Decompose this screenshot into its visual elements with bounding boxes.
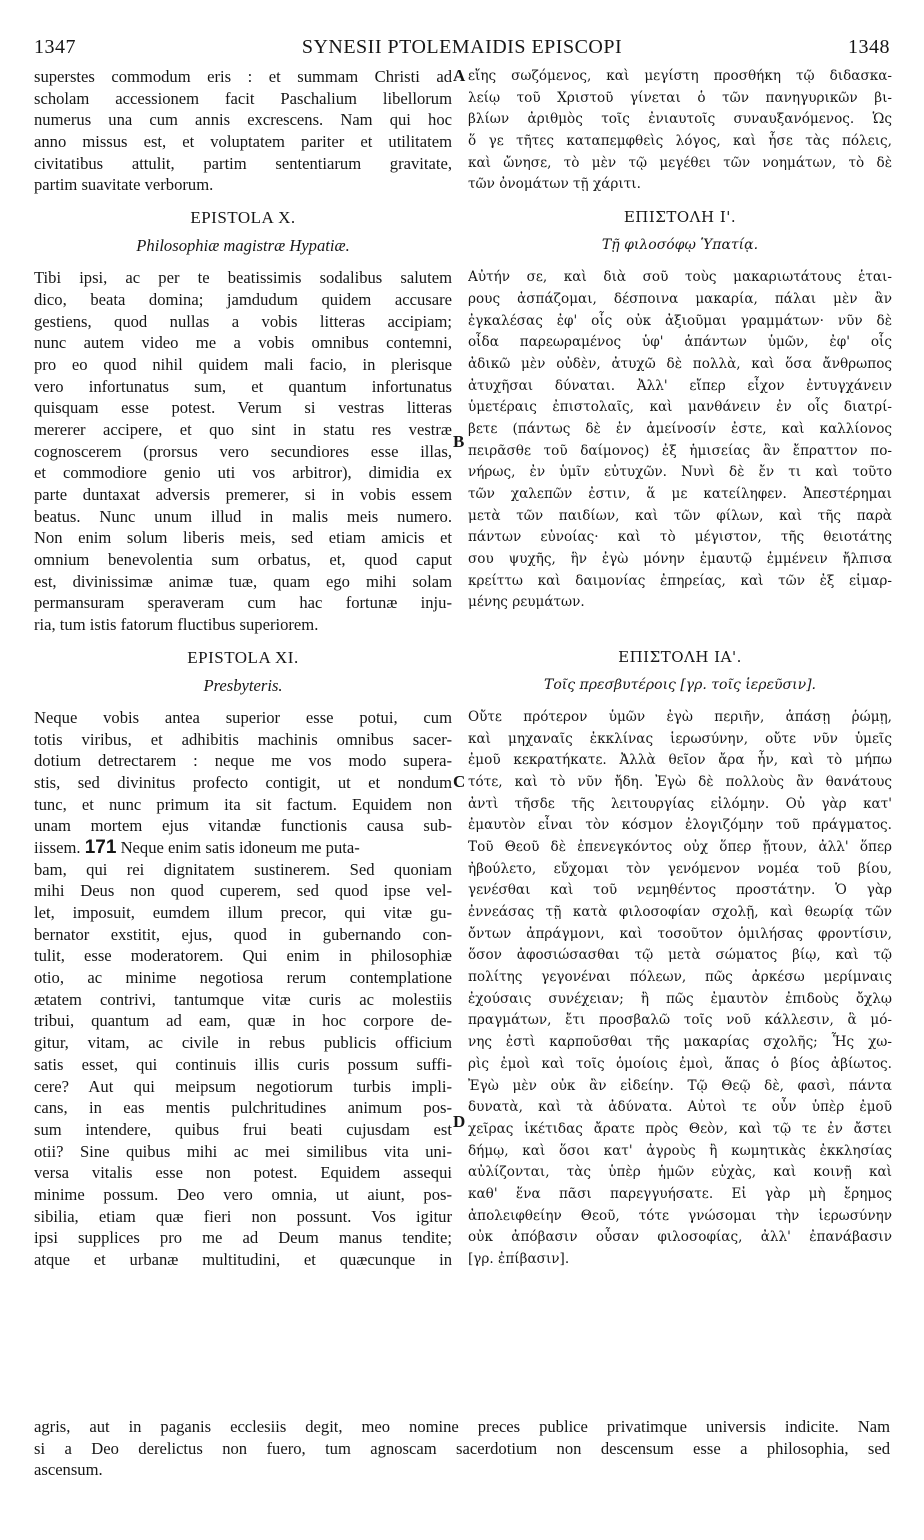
text-line: δυνατὰ, καὶ τὰ ἀδύνατα. Αὐτοὶ τε οὖν ὑπὲρ ἐμοῦ	[468, 1099, 892, 1116]
epistola-xi-heading: EPISTOLA XI.	[187, 647, 299, 667]
text-line: permansuram speraveram cum hac fortunæ inju-	[34, 593, 452, 613]
text-line: gestiens, quod nullas a vobis litteras accipiam;	[34, 311, 452, 331]
text-line: ἀτυχῆσαι δύναται. Ἀλλ' εἴπερ εἶχον ἐντυγχάνειν	[468, 377, 892, 394]
text-line: ὑμετέραις ἐπιστολαῖς, καὶ μανθάνειν ἐν οἷς διατρί-	[468, 399, 892, 416]
text-line: nunc autem video me a vobis omnibus contemni,	[34, 333, 452, 353]
text-line: scholam accessionem facit Paschalium libellorum	[34, 88, 452, 108]
text-line: et commodiore genio uti vos arbitror), dimidia ex	[34, 463, 452, 483]
text-line: ὅσον ἀφοσιώσασθαι τῷ μετὰ σώματος βίῳ, καὶ τῷ	[468, 947, 892, 964]
text-line: tunc, et nunc primum ita sit factum. Equidem non	[34, 794, 452, 814]
text-line: πάντων εὐνοίας· καὶ τὸ μέγιστον, τῆς θειοτάτης	[468, 529, 892, 546]
text-line: ἀδικῶ μὲν οὐδὲν, ἀτυχῶ δὲ πολλὰ, καὶ ὅσα ἄνθρωπος	[468, 355, 892, 372]
text-line: quisquam esse potest. Verum si vestras litteras	[34, 398, 452, 418]
text-line: Neque vobis antea superior esse potui, cum	[34, 707, 452, 727]
page-number-left: 1347	[34, 36, 76, 58]
latin-intro	[34, 66, 452, 196]
text-line: numerus una cum annis excrescens. Nam qui hoc	[34, 110, 452, 130]
epistole-11-subtitle: Τοῖς πρεσβυτέροις [γρ. τοῖς ἱερεῦσιν].	[544, 676, 816, 693]
epistola-x-body	[34, 267, 452, 636]
text-line: μένης ρευμάτων.	[468, 594, 585, 611]
text-line: καὶ μηχαναῖς ἐκκλίνας ἱερωσύνην, οὔτε νῦν ὑμεῖς	[468, 730, 892, 747]
text-line: δήμῳ, καὶ ὅσοι κατ' ἀγροὺς ἢ κωμητικὰς ἐκκλησίας	[468, 1142, 892, 1159]
margin-marker-b: B	[453, 432, 465, 451]
greek-column	[468, 66, 892, 1271]
text-line: χεῖρας ἱκέτιδας ἄρατε πρὸς Θεὸν, καὶ τῷ τε ἐν ἄστει	[468, 1120, 892, 1137]
epistola-x-subtitle: Philosophiæ magistræ Hypatiæ.	[136, 236, 350, 256]
text-line: Tibi ipsi, ac per te beatissimis sodalibus salutem	[34, 268, 452, 288]
text-line: Οὔτε πρότερον ὑμῶν ἐγὼ περιῆν, ἁπάσῃ ῥώμῃ,	[468, 708, 892, 725]
text-line: tribui, quantum ad eam, quæ in hoc corpore de-	[34, 1011, 452, 1031]
text-line: beatus. Nunc unum illud in malis meis numero.	[34, 506, 452, 526]
text-line: cognoscerem (prorsus vero secundiores esse illas,	[34, 441, 452, 461]
text-line: γενέσθαι καὶ τοῦ νεμηθέντος προστάτην. Ὁ γὰρ	[468, 882, 892, 899]
epistole-10-body	[468, 267, 892, 614]
text-line: bernator exstitit, ejus, quod in gubernando con-	[34, 924, 452, 944]
text-line: ἐμαυτὸν εἶναι τὸν κόσμον ἐλογιζόμην τοῦ πράγματος.	[468, 817, 892, 834]
text-line: βετε (πάντως δὲ ἐν ἀμείνοσίν ἐστε, καὶ καλλίονος	[468, 420, 892, 437]
epistole-11-body	[468, 707, 892, 1271]
text-line: Ἐγὼ μὲν οὐκ ἂν εἰδείην. Τῷ Θεῷ δὲ, φασὶ, πάντα	[468, 1077, 892, 1094]
text-line: πολίτης γεγονέναι πόλεων, πῶς ἀρκέσω μερίμναις	[468, 969, 892, 986]
text-line: Αὐτήν σε, καὶ διὰ σοῦ τοὺς μακαριωτάτους ἑται-	[468, 269, 892, 286]
text-fragment: iissem.	[34, 837, 81, 857]
latin-column	[34, 66, 452, 1271]
epistole-10-heading: ΕΠΙΣΤΟΛΗ Ι'.	[623, 208, 737, 227]
text-line: si a Deo derelictus non fuero, tum agnoscam sacerdotium non descensum esse a philosophia, sed	[34, 1438, 890, 1458]
margin-marker-a: A	[453, 66, 466, 85]
text-line: ria, tum istis fatorum fluctibus superiorem.	[34, 615, 319, 635]
text-line: τῶν χαλεπῶν ἐστιν, ἅ με κατείληφεν. Ἀπεστέρημαι	[468, 486, 892, 502]
original-page-number: 171	[84, 836, 117, 858]
text-line: ἐμοῦ κεκρατήκατε. Ἀλλὰ θεῖον ἄρα ἦν, καὶ τὸ μήπω	[468, 752, 892, 769]
text-line: bam, qui rei dignitatem sustinerem. Sed quoniam	[34, 859, 452, 879]
text-line: ἀντὶ τῆσδε τῆς λειτουργίας εἰλόμην. Οὐ γὰρ κατ'	[468, 795, 892, 812]
latin-full-width-conclusion	[34, 1416, 890, 1481]
text-line: ἐγκαλέσας ἐφ' οἷς οὐκ ἀξιοῦμαι γραμμάτων· νῦν δὲ	[468, 312, 892, 329]
text-line: ὄντων ἀπράγμονι, καὶ τοσοῦτον ὁμιλήσας φροντίσιν,	[468, 925, 892, 942]
text-line: mererer accipere, et quo sint in statu res vestræ	[34, 419, 452, 439]
text-line: ἐχούσαις συνέχειαν; ἢ πῶς ἐμαυτὸν ἐπιδοὺς ὄχλῳ	[468, 990, 892, 1007]
text-line: minime possum. Deo vero omnia, ut aiunt, pos-	[34, 1184, 452, 1204]
text-line-with-page-number	[34, 837, 452, 859]
text-line: agris, aut in paganis ecclesiis degit, meo nomine preces publice privatimque universis indicite. Nam	[34, 1417, 890, 1436]
text-line: πραγμάτων, ἔτι προσβαλῶ τοῖς νοῦ κάλλεσιν, ἃ μό-	[468, 1012, 892, 1029]
text-line: mihi Deus non quod cuperem, sed quod ipse vel-	[34, 881, 452, 901]
text-line: ἠβούλετο, εὔχομαι τὸν γενόμενον νομέα τοῦ βίου,	[468, 860, 892, 877]
text-line: [γρ. ἐπίβασιν].	[468, 1251, 570, 1267]
running-title: SYNESII PTOLEMAIDIS EPISCOPI	[301, 36, 623, 58]
text-line: εἴης σωζόμενος, καὶ μεγίστη προσθήκη τῷ διδασκα-	[468, 68, 892, 84]
text-line: ἐννεάσας τῇ κατὰ φιλοσοφίαν σχολῇ, καὶ θεωρίᾳ τῶν	[468, 904, 892, 920]
epistole-10-subtitle: Τῇ φιλοσόφῳ Ὑπατίᾳ.	[601, 237, 759, 254]
text-line: atque et urbanæ multitudini, et quæcunque in	[34, 1250, 452, 1269]
text-line: ipsi supplices pro me ad Deum manus tendite;	[34, 1228, 452, 1248]
text-line: νήρως, ἐν ὑμῖν εὐτυχῶν. Νυνὶ δὲ ἔν τι καὶ τοῦτο	[468, 464, 892, 481]
text-line: ascensum.	[34, 1460, 103, 1480]
running-header	[34, 36, 890, 62]
text-line: parte duntaxat adversis premerer, si in vobis essem	[34, 485, 452, 504]
text-line: cere? Aut qui meipsum negotiorum turbis impli-	[34, 1076, 452, 1096]
text-line: βλίων ἀριθμὸς τοῖς ἐνιαυτοῖς συναυξανόμενος. Ὡς	[468, 111, 892, 128]
text-line: νης ἐστὶ καρποῦσθαι τῆς μακαρίας σχολῆς; Ἧς χω-	[468, 1034, 892, 1051]
text-line: οὐκ ἀπόβασιν οὖσαν φιλοσοφίας, ἀλλ' ἐπανάβασιν	[468, 1229, 892, 1246]
text-line: καθ' ἕνα πᾶσι παρεγγυήσατε. Εἰ γὰρ μὴ ἔρημος	[468, 1185, 892, 1202]
text-line: vero infortunatus sum, et quantum infortunatus	[34, 376, 452, 396]
text-line: anno missus est, et voluptatem pariter et utilitatem	[34, 132, 452, 152]
text-line: gitur, vitam, ac civile in rebus publicis officium	[34, 1033, 452, 1053]
text-line: unam mortem ejus vitandæ functionis causa sub-	[34, 816, 452, 836]
text-line: καὶ ὤνησε, τὸ μὲν τῷ μεγέθει τῶν νοημάτων, τὸ δὲ	[468, 154, 892, 171]
text-line: satis esset, qui continuis illis curis possum suffi-	[34, 1054, 452, 1074]
margin-marker-d: D	[453, 1112, 466, 1131]
text-line: ρὶς ἐμοὶ καὶ τοῖς ὁμοίοις ἐμοὶ, ἅπας ὁ βίος ἀβίωτος.	[468, 1055, 892, 1072]
text-line: πειρᾶσθε τοῦ δαίμονος) ἐξ ἡμισείας ἂν ἔπραττον πο-	[468, 442, 892, 459]
text-line: ὅ γε τῆτες καταπεμφθεὶς λόγος, καὶ ἧσε τὰς πόλεις,	[468, 133, 892, 150]
text-line: Non enim solum liberis meis, sed etiam amicis et	[34, 528, 452, 548]
text-line: σου ψυχῆς, ἣν ἐγὼ μόνην ἐμαυτῷ ἐμμένειν ἤλπισα	[468, 551, 892, 568]
text-fragment: Neque enim satis idoneum me puta-	[120, 837, 360, 857]
text-line: μετὰ τῶν παιδίων, καὶ τῶν φίλων, καὶ τῆς παρὰ	[468, 507, 892, 524]
text-line: versa vitalis esse non potest. Equidem assequi	[34, 1163, 452, 1183]
page-number-right: 1348	[848, 36, 890, 58]
text-line: ρους ἀσπάζομαι, δέσποινα μακαρία, πάλαι μὲν ἂν	[468, 290, 892, 307]
text-line: sum intendere, quibus frui beati cujusdam est	[34, 1119, 452, 1139]
text-line: totis viribus, et adhibitis machinis omnibus sacer-	[34, 729, 452, 749]
epistola-x-heading: EPISTOLA X.	[190, 208, 296, 228]
text-line: let, imposuit, eumdem illum precor, qui vitæ gu-	[34, 903, 452, 922]
text-line: dico, beata domina; jamdudum quidem accusare	[34, 289, 452, 309]
text-line: cans, in eas mentis pulchritudines animum pos-	[34, 1098, 452, 1118]
text-line: pro eo quod nihil quidem mali facio, in plerisque	[34, 354, 452, 374]
text-line: κρείττω καὶ δαιμονίας ἐπηρείας, καὶ τῶν ἐξ εἱμαρ-	[468, 572, 892, 589]
epistole-11-heading: ΕΠΙΣΤΟΛΗ ΙΑ'.	[618, 647, 742, 666]
text-line: ἀπολειφθείην Θεοῦ, τότε γνώσομαι τὴν ἱερωσύνην	[468, 1207, 892, 1224]
text-line: partim suavitate verborum.	[34, 175, 214, 195]
epistola-xi-body	[34, 707, 452, 1271]
text-line: otii? Sine quibus mihi ac mei similibus vita uni-	[34, 1141, 452, 1161]
text-line: οἶδα παρεωραμένος ὑφ' ἁπάντων ὑμῶν, ἐφ' οἷς	[468, 334, 892, 351]
epistola-xi-subtitle: Presbyteris.	[203, 675, 283, 695]
text-line: αὐλίζονται, τὰς ὑπὲρ ἡμῶν εὐχὰς, καὶ κοινῇ καὶ	[468, 1164, 892, 1181]
margin-marker-c: C	[453, 772, 466, 791]
text-line: dotium detrectarem : neque me vos modo supera-	[34, 751, 452, 771]
text-line: Τοῦ Θεοῦ δὲ ἐπενεγκόντος οὐχ ὅπερ ᾔτουν, ἀλλ' ὅπερ	[468, 838, 892, 855]
greek-intro	[468, 66, 892, 196]
text-line: τότε, καὶ τὸ νῦν ἤδη. Ἐγὼ δὲ πολλοὺς ἂν θανάτους	[468, 773, 892, 790]
text-line: stis, sed divinitus profecto contigit, ut et nondum	[34, 772, 452, 792]
text-line: τῶν ὀνομάτων τῇ χάριτι.	[468, 176, 641, 193]
text-line: λείῳ τοῦ Χριστοῦ γίνεται ὁ τῶν πανηγυρικῶν βι-	[468, 89, 892, 106]
text-line: otio, ac minime negotiosa rerum contemplatione	[34, 968, 452, 988]
text-line: sibilia, etiam quæ fieri non possunt. Vos igitur	[34, 1206, 452, 1226]
text-line: tulit, esse moderatorem. Qui enim in philosophiæ	[34, 946, 452, 966]
text-line: civitatibus attulit, partim sententiarum gravitate,	[34, 153, 452, 173]
text-line: ætatem contrivi, tantumque vitæ curis ac molestiis	[34, 989, 452, 1009]
text-line: superstes commodum eris : et summam Christi ad	[34, 67, 452, 86]
text-line: est, divinissimæ animæ tuæ, quam ego mihi solam	[34, 571, 452, 591]
text-line: omnium benevolentia sum orbatus, et, quod caput	[34, 550, 452, 570]
